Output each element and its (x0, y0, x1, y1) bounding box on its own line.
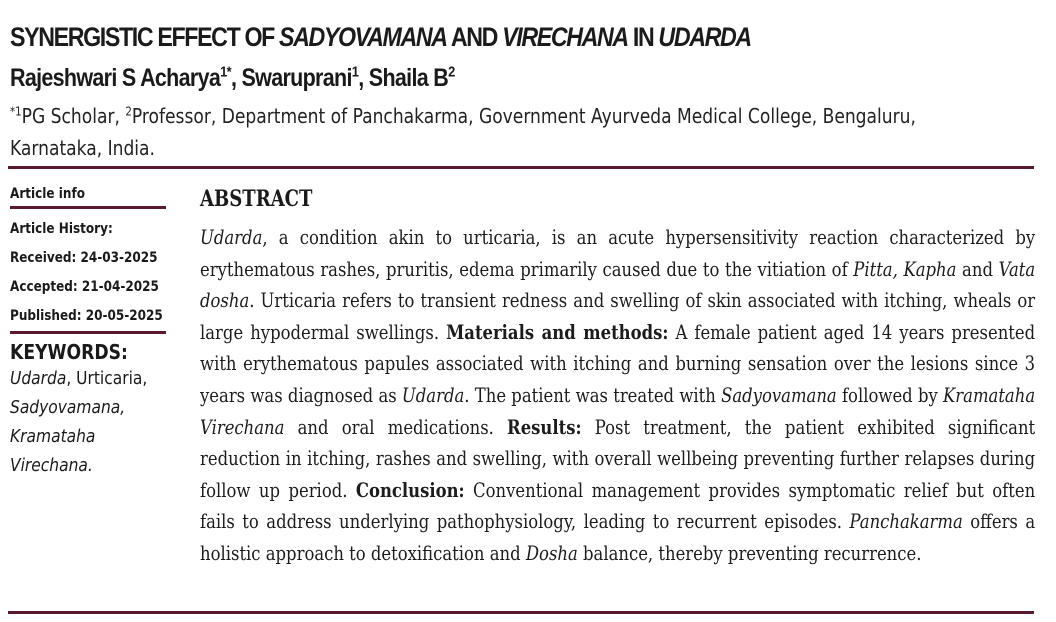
abstract-body (200, 222, 1035, 570)
keyword: Udarda (10, 368, 67, 389)
received-date: Received: 24-03-2025 (10, 250, 158, 266)
abstract-text: balance, thereby preventing recurrence. (577, 540, 922, 565)
author-affil-mark: 2 (448, 63, 455, 81)
keyword: Kramataha Virechana. (10, 426, 96, 476)
abstract-text: A female patient aged 14 years presented with erythematous papules associated with itching and burning sensation over the lesions since 3 years was diagnosed as (200, 319, 1036, 407)
abstract-text: Post treatment, the patient exhibited significant reduction in itching, rashes and swelling, with overall wellbeing preventing further relapses during follow up period. (200, 414, 1036, 502)
abstract-term: Vata dosha (200, 256, 1036, 313)
keywords-list (10, 364, 173, 480)
footer-divider (8, 611, 1034, 614)
author-name: Rajeshwari S Acharya (10, 64, 221, 92)
affil-text: PG Scholar, (21, 104, 126, 128)
title-term: VIRECHANA (502, 22, 628, 52)
author-name: Shaila B (368, 64, 449, 92)
author-list (10, 64, 455, 93)
abstract-term: Sadyovamana (721, 382, 837, 407)
author-affil-mark: 1 (351, 63, 359, 81)
abstract-text: . Urticaria refers to transient redness and swelling of skin associated with itching, wheals or large hypodermal swellings. (200, 288, 1036, 344)
title-text: IN (627, 22, 659, 52)
abstract-term: Pitta, Kapha (853, 256, 957, 281)
abstract-term: Kramataha Virechana (200, 382, 1036, 439)
header-divider (8, 166, 1034, 169)
abstract-term: Panchakarma (849, 509, 963, 534)
author-separator: , (230, 64, 242, 92)
title-text: AND (446, 22, 503, 52)
title-term: UDARDA (658, 22, 751, 52)
author-name: Swaruprani (241, 64, 352, 92)
sidebar-divider (10, 206, 166, 209)
accepted-date: Accepted: 21-04-2025 (10, 279, 159, 295)
affil-mark: *1 (10, 104, 22, 119)
keywords-heading: KEYWORDS: (10, 340, 128, 364)
abstract-section-label: Results: (507, 414, 582, 439)
article-history-label: Article History: (10, 221, 113, 237)
affil-text: Professor, Department of Panchakarma, Government Ayurveda Medical College, Bengaluru, Karnataka, India. (10, 104, 916, 160)
abstract-text: followed by (836, 382, 943, 407)
abstract-text: , a condition akin to urticaria, is an acute hypersensitivity reaction characterized by erythematous rashes, pruritis, edema primarily caused due to the vitiation of (200, 225, 1036, 281)
affiliations (10, 100, 968, 164)
keyword: , Urticaria, (66, 368, 148, 389)
abstract-heading: ABSTRACT (200, 186, 313, 212)
abstract-term: Udarda (401, 382, 465, 407)
title-term: SADYOVAMANA (279, 22, 447, 52)
sidebar-divider (10, 331, 166, 334)
abstract-text: and (956, 256, 999, 281)
title-text: SYNERGISTIC EFFECT OF (10, 22, 280, 52)
abstract-term: Dosha (525, 540, 578, 565)
abstract-section-label: Conclusion: (355, 477, 465, 502)
abstract-term: Udarda (200, 225, 263, 249)
article-info-heading: Article info (10, 186, 85, 202)
abstract-text: and oral medications. (284, 414, 508, 439)
affil-mark: 2 (125, 104, 132, 119)
abstract-section-label: Materials and methods: (446, 319, 669, 344)
abstract-text: . The patient was treated with (464, 382, 722, 407)
paper-title (10, 22, 751, 53)
author-separator: , (358, 64, 369, 92)
abstract-text: Conventional management provides symptomatic relief but often fails to address underlying pathophysiology, leading to recurrent episodes. (200, 477, 1036, 534)
abstract-text: offers a holistic approach to detoxification and (200, 509, 1036, 565)
published-date: Published: 20-05-2025 (10, 308, 163, 324)
keyword: Sadyovamana, (10, 397, 126, 418)
article-info-sidebar (10, 186, 170, 480)
author-affil-mark: 1* (220, 63, 231, 81)
